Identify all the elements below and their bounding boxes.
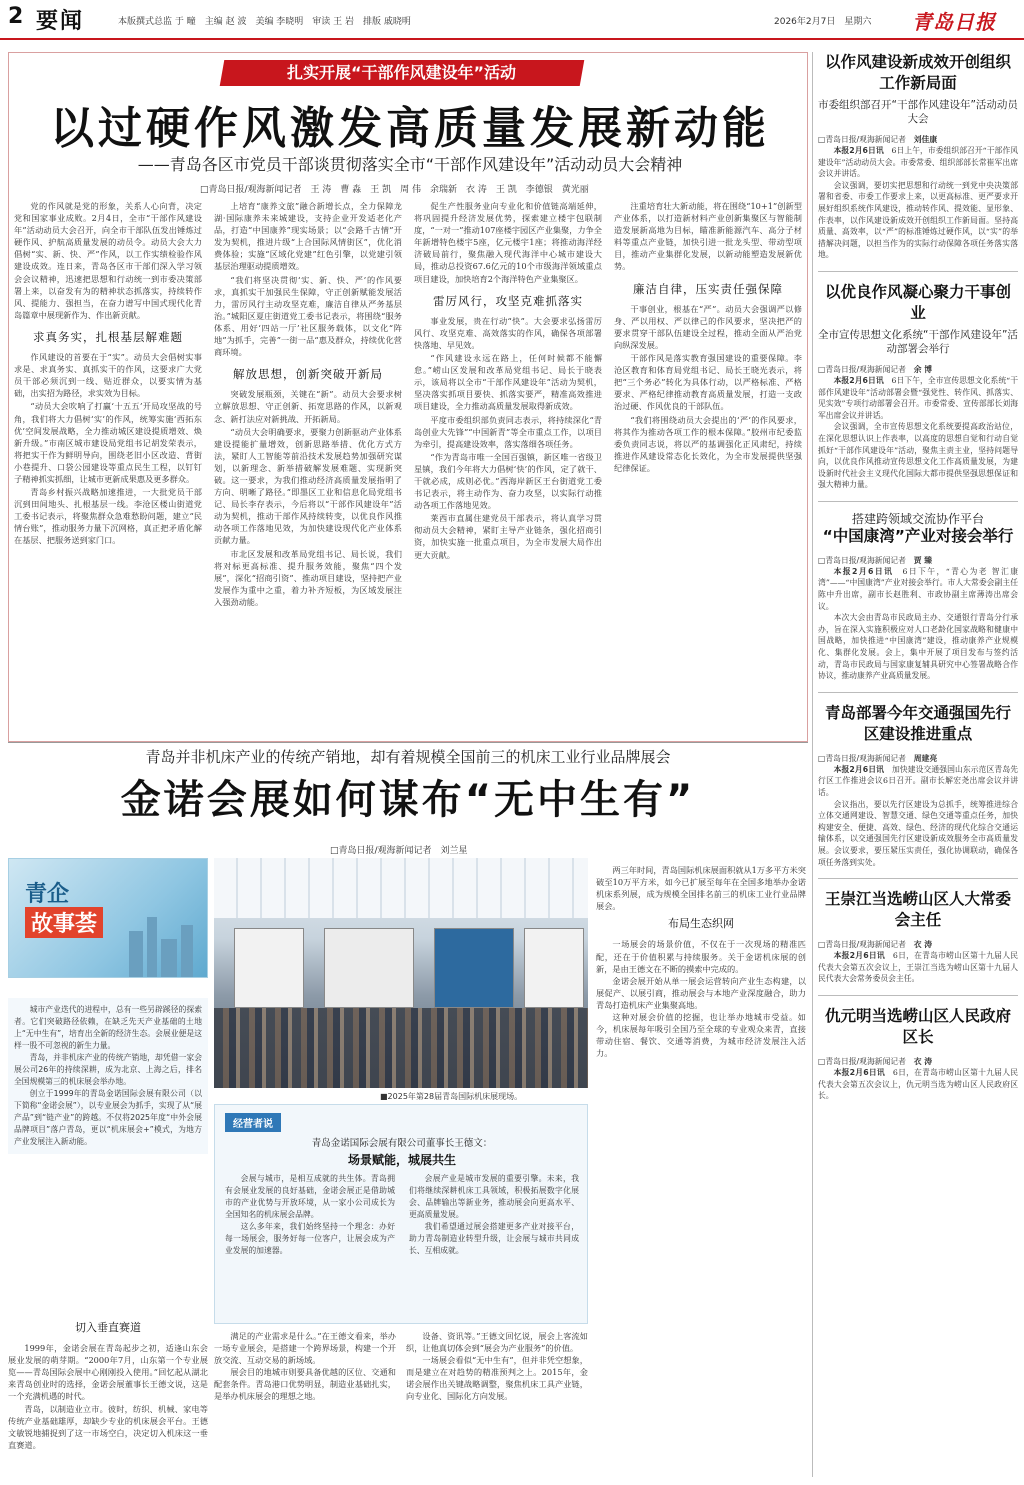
building-graphic [181,925,193,977]
rail-body: 本报2月6日讯 6日下午，“青心为老 智汇康湾”——“中国康湾”产业对接会举行。市人大常委会副主任陈中升出席，副市长赵胜利、市政协副主席薄涛出席会议。 本次大会由青岛市民政局主办、交通银行青岛分行承办，旨在深入实施积极应对人口老龄化国家战略和健康中国战略，加快推进“中国康湾”建设，推动康养产业规模化、集群化发展。会上，集中开展了项目发布与签约活动，青岛市民政局与国家康复辅具研究中心签署战略合作协议，推动康养产业高质量发展。 [818,566,1019,681]
right-rail [818,52,1018,1102]
rail-story-3 [818,512,1018,682]
rail-headline: 以作风建设新成效开创组织工作新局面 [824,53,1011,92]
executive-quote-box [214,1104,588,1324]
quote-box-column-right [409,1173,579,1257]
rail-subheadline: 市委组织部召开“干部作风建设年”活动动员大会 [818,99,1018,125]
quote-box-column-left [225,1173,395,1257]
section-heading: 求真务实，扎根基层解难题 [33,329,183,344]
column-tag-1: 青企 [25,882,70,907]
building-graphic [147,917,157,977]
rail-body: 本报2月6日讯 6日下午，全市宣传思想文化系统“干部作风建设年”活动部署会暨“强党性、转作风、抓落实、见实效”专项行动部署会召开。市委常委、宣传部部长刘海军出席会议并讲话。 会议强调，全市宣传思想文化系统要提高政治站位，在深化思想认识上作表率，以高度的思想自觉和行动自觉抓好“干部作风建设年”活动，聚焦主责主业，坚持问题导向，以优良作风推动宣传思想文化工作高质量发展，为建设新时代社会主义现代化国际大都市提供坚强思想保证和强大精神力量。 [818,375,1019,490]
paragraph: 促生产性服务业向专业化和价值链高端延伸，将巩固提升经济发展优势，探索建立楼宇包联制度，“一对一”推动107座楼宇园区产业集聚，力争全年新增特色楼宇5座，亿元楼宇1座；将推动海洋经济破局前行，聚焦融入现代海洋中心城市建设大局，推动总投资67.6亿元的10个市级海洋领域重点项目建设，加快培育2个海洋特色产业集聚区。 [414,201,602,284]
section-name: 要闻 [36,9,85,34]
rail-body: 本报2月6日讯 加快建设交通强国山东示范区青岛先行区工作推进会议6日召开。副市长解宏尧出席会议并讲话。 会议指出，要以先行区建设为总抓手，统筹推进综合立体交通网建设、智慧交通、绿色交通等重点任务，加快构建安全、便捷、高效、绿色、经济的现代化综合交通运输体系，以交通强国先行区建设新成效服务全市高质量发展。会议要求，要压紧压实责任，强化协调联动，确保各项任务落到实处。 [818,764,1019,867]
paragraph: 我们希望通过展会搭建更多产业对接平台，助力青岛制造业转型升级，让会展与城市共同成长、互相成就。 [409,1222,579,1255]
issue-date: 2026年2月7日 星期六 [774,17,872,27]
paragraph: “作为青岛市唯一全国百强镇，新区唯一省级卫星镇，我们今年将大力倡树‘快’的作风，定了就干、干就必成，成则必优。”西海岸新区王台街道党工委书记表示，将主动作为、奋力攻坚，以实际行动推动各项工作落地见效。 [414,451,602,511]
paragraph: 1999年，金诺会展在青岛起步之初，适逢山东会展业发展的萌芽期。“2000年7月，山东第一个专业展览——青岛国际会展中心刚刚投入使用。”回忆起从湖北来青岛创业时的选择，金诺会展董事长王德文说，这是一个充满机遇的时代。 [8,1343,208,1402]
rail-byline: □青岛日报/观海新闻记者 衣 涛 [818,940,933,950]
story2-column-2 [214,1330,396,1476]
rail-headline: 仇元明当选崂山区人民政府区长 [824,1006,1011,1046]
paragraph: 会展产业是城市发展的重要引擎。未来，我们将继续深耕机床工具领域，积极拓展数字化展会、品牌输出等新业务，推动展会向更高水平、更高质量发展。 [409,1174,579,1219]
exhibition-photo [214,858,588,1088]
paragraph: 两三年时间，青岛国际机床展面积就从1万多平方米突破至10万平方米，如今已扩展至每年在全国多地举办金诺机床系列展，成为规模全国排名前三的机床工业行业品牌展会。 [596,865,806,912]
photo-caption: ■2025年第28届青岛国际机床展现场。 [380,1092,523,1101]
story-separator [8,742,808,743]
newspaper-logo: 青岛日报 [912,10,996,34]
paragraph: 干部作风是落实教育强国建设的重要保障。李沧区教育和体育局党组书记、局长王晓光表示，将把“三个务必”转化为具体行动，以严格标准、严格要求、严格纪律推动教育高质量发展，打造一支政治过硬、作风优良的干部队伍。 [614,353,802,412]
photo-machine [324,928,414,1008]
paragraph: 青岛，并非机床产业的传统产销地，却凭借一家会展公司26年的持续深耕，成为北京、上海之后，排名全国规模第三的机床展会举办地。 [14,1053,202,1086]
paragraph: 满足的产业需求是什么。”在王德文看来，举办一场专业展会，是搭建一个跨界场景，构建一个开放交流、互动交易的新场域。 [214,1331,396,1366]
paragraph: “我们将坚决贯彻‘实、新、快、严’的作风要求，真抓实干加强民生保障，守正创新赋能发展活力，雷厉风行主动攻坚克难，廉洁自律从严务基层治。”城阳区夏庄街道党工委书记表示，将围绕“服务体系、用好‘四站一厅’社区服务载体，以文化“阵地”为抓手，完善”一街一品“惠及群众，持续优化营商环境。 [214,274,402,358]
paragraph: 这么多年来，我们始终坚持一个理念：办好每一场展会，服务好每一位客户，让展会成为产业发展的加速器。 [225,1222,395,1255]
rail-separator [818,878,1018,879]
paragraph: 干事创业，根基在“严”。动员大会强调严以修身、严以用权、严以律己的作风要求，坚决把严的要求贯穿干部队伍建设全过程，推动全面从严治党向纵深发展。 [614,303,802,350]
story2-column-4 [596,864,806,1476]
paragraph: 上培育“康养文旅”融合新增长点，全力保障龙湖·国际康养未来城建设，支持企业开发适老化产品，打造“中国康养”现实场景；以“会路千古情”开发为契机，推进片级“上合国际风情街区”，优化消费体验；实施“区域化党建”红色引擎，以党建引领基层治理驱动提质增效。 [214,201,402,272]
paragraph: 莱西市直属住建党员干部表示，将认真学习贯彻动员大会精神，紧盯主导产业链条，强化招商引资，加快实施一批重点项目，为全市发展大局作出更大贡献。 [414,513,602,560]
paragraph: 市北区发展和改革局党组书记、局长说，我们将对标更高标准、提升服务效能，聚焦“四个发展”，深化“招商引资”、推动项目建设，坚持把产业发展作为重中之重，着力补齐短板，为区域发展注入强劲动能。 [214,548,402,607]
story2-byline: □青岛日报/观海新闻记者 刘兰星 [330,846,468,856]
paragraph: 设备、资讯等。”王德文回忆说，展会上客流如织，让他真切体会到“展会为产业服务”的价值。 [406,1331,588,1354]
rail-story-1 [818,52,1018,261]
paragraph: 创立于1999年的青岛金诺国际会展有限公司（以下简称“金诺会展”），以专业展会为抓手，实现了从“展产品”到“链产业”的跨越。不仅将2025年度“中外会展品牌项目”落户青岛，更以“机床展会+”模式，为地方产业发展注入新动能。 [14,1089,202,1146]
rail-story-5 [818,889,1018,985]
lead-headline: 以过硬作风激发高质量发展新动能 [50,103,770,154]
paragraph: 展会目的地城市则要具备优越的区位、交通和配套条件。青岛港口优势明显，制造业基础扎实，是举办机床展会的理想之地。 [214,1367,396,1402]
story2-intro [8,998,208,1154]
page-number: 2 [8,4,24,29]
section-heading: 雷厉风行，攻坚克难抓落实 [433,293,583,308]
rail-headline: 以优良作风凝心聚力干事创业 [824,282,1011,322]
lead-byline: □青岛日报/观海新闻记者 王 涛 曹 淼 王 凯 周 伟 余瑞新 衣 涛 王 凯 李德银 黄光丽 [200,185,589,195]
lead-banner: 扎实开展“干部作风建设年”活动 [220,60,585,86]
rail-separator [818,995,1018,996]
rail-story-6 [818,1006,1018,1102]
lead-column-3 [414,200,602,735]
photo-machine [234,928,304,1008]
lead-column-2 [214,200,402,735]
rail-headline: “中国康湾”产业对接会举行 [822,526,1014,545]
paragraph: 这种对展会价值的挖掘，也让举办地城市受益。如今，机床展每年吸引全国乃至全球的专业观众来青，直接带动住宿、餐饮、交通等消费，为城市经济发展注入活力。 [596,1012,806,1059]
lead-column-4 [614,200,802,735]
lead-column-1 [14,200,202,735]
rail-byline: □青岛日报/观海新闻记者 衣 涛 [818,1056,933,1066]
paragraph: 一场展会看似“无中生有”，但并非凭空想象，而是建立在对趋势的精准预判之上。2015年，金诺会展作出关键战略调整，聚焦机床工具产业链，向专业化、国际化方向发展。 [406,1355,588,1402]
rail-headline: 王崇江当选崂山区人大常委会主任 [824,890,1011,930]
rail-body: 本报2月6日讯 6日，在青岛市崂山区第十九届人民代表大会第五次会议上，王崇江当选为崂山区第十九届人民代表大会常务委员会主任。 [818,951,1018,984]
quote-box-speaker: 青岛金诺国际会展有限公司董事长王德文： [311,1138,493,1149]
rail-headline: 青岛部署今年交通强国先行区建设推进重点 [824,703,1011,743]
rail-story-4 [818,703,1018,868]
paragraph: 青岛，以制造业立市。彼时，纺织、机械、家电等传统产业基础雄厚，却缺少专业的机床展会平台。王德文敏锐地捕捉到了这一市场空白，决定切入机床这一垂直赛道。 [8,1403,208,1450]
rail-separator [818,692,1018,693]
quote-box-title: 场景赋能，城展共生 [347,1153,456,1167]
column-logo-qiye-gushihui [8,858,208,978]
section-heading: 廉洁自律，压实责任强保障 [633,281,783,296]
column-tag-2: 故事荟 [25,907,103,938]
paragraph: 党的作风就是党的形象，关系人心向背，决定党和国家事业成败。2月4日，全市“干部作风建设年”活动动员大会召开，向全市干部队伍发出锤炼过硬作风、护航高质量发展的动员令。动员大会大力倡树“实、新、快、严”作风，以工作实绩检验作风建设成效。连日来，青岛各区市干部们深入学习领会会议精神，迅速把思想和行动统一到市委决策部署上来，以奋发有为的精神状态抓落实，持续转作风、提能力、强担当，在奋力谱写中国式现代化青岛篇章中展现新作为、作出新贡献。 [14,201,202,320]
rail-byline: □青岛日报/观海新闻记者 贾 臻 [818,555,933,565]
photo-machine [434,928,514,1008]
lead-subheadline: ——青岛各区市党员干部谈贯彻落实全市“干部作风建设年”活动动员大会精神 [137,155,683,174]
rail-byline: □青岛日报/观海新闻记者 余 博 [818,364,933,374]
rail-byline: □青岛日报/观海新闻记者 周建亮 [818,753,938,763]
paragraph: 青岛乡村振兴战略加速推进，一大批党员干部沉到田间地头、扎根基层一线。李沧区楼山街道党工委书记表示，将聚焦群众急难愁盼问题，建立“民情台账”，推动服务力量下沉网格，真正把矛盾化解在基层、把服务送到家门口。 [14,487,202,546]
story2-kicker: 青岛并非机床产业的传统产销地，却有着规模全国前三的机床工业行业品牌展会 [145,748,671,766]
section-heading: 布局生态织网 [668,917,734,931]
rail-byline: □青岛日报/观海新闻记者 刘佳康 [818,135,938,144]
paragraph: 金诺会展开始从单一展会运营转向产业生态构建，以展促产、以展引商，推动展会与本地产业深度融合，助力青岛打造机床产业集聚高地。 [596,975,806,1010]
building-graphic [161,939,177,977]
rail-body: 本报2月6日讯 6日上午，市委组织部召开“干部作风建设年”活动动员大会。市委常委、组织部部长常崔军出席会议并讲话。 会议强调，要切实把思想和行动统一到党中央决策部署和省委、市委工作要求上来，以更高标准、更严要求开展好组织系统作风建设，推动转作风、提效能、显形象、作表率，以作风建设新成效开创组织工作新局面。坚持高质量、高效率，以“严”的标准锤炼过硬作风，以“实”的举措解决问题，以担当作为的实际行动保障各项任务落实落地。 [818,146,1019,260]
rail-kicker: 搭建跨领域交流协作平台 [851,511,984,526]
rail-divider [812,52,813,1477]
paragraph: 平度市委组织部负责同志表示，将持续深化“青岛创业大先锋”“中国新青”等全市重点工作，以项目为牵引，提高建设效率，落实落细各项任务。 [414,414,602,449]
quote-box-tag: 经营者说 [225,1113,281,1132]
paragraph: 注重培育壮大新动能，将在围绕“10+1”创新型产业体系，以打造新材料产业创新集聚区与智能制造发展新高地为目标，瞄准新能源汽车、高分子材料等重点产业链，加快引进一批龙头型、带动型项目，推动产业集群化发展，以新动能塑造发展新优势。 [614,201,802,272]
story2-column-3 [406,1330,588,1476]
story2-headline: 金诺会展如何谋布“无中生有” [120,777,696,823]
paragraph: 作风建设的首要在于“实”。动员大会倡树实事求是、求真务实、真抓实干的作风，这要求广大党员干部必须沉到一线、贴近群众，以要实情为基础，出实招为路径，求实效为目标。 [14,352,202,399]
paragraph: “动员大会吹响了打赢‘十五五’开局攻坚战的号角，我们将大力倡树‘实’的作风，统筹实施‘西拓东优’空间发展战略，全力推动城区建设提质增效、焕新升级。”市南区城市建设局党组书记胡发荣表示，将把实干作为鲜明导向，围绕老旧小区改造、背街小巷提升、口袋公园建设等重点民生工程，以钉钉子精神抓实抓细，让城市更新成果惠及更多群众。 [14,401,202,484]
section-heading: 切入垂直赛道 [75,1321,141,1334]
rail-subheadline: 全市宣传思想文化系统“干部作风建设年”活动部署会举行 [818,328,1018,355]
photo-ceiling [214,858,588,918]
section-heading: 解放思想，创新突破开新局 [233,367,383,382]
photo-crowd [214,1008,588,1088]
paragraph: 会展与城市，是相互成就的共生体。青岛拥有会展业发展的良好基础，金诺会展正是借助城市的产业优势与开放环境，从一家小公司成长为全国知名的机床展会品牌。 [225,1174,395,1219]
story2-column-1 [8,1316,208,1476]
rail-story-2 [818,282,1018,491]
paragraph: 突破发展瓶颈，关键在“新”。动员大会要求树立解放思想、守正创新、拓宽思路的作风，以新观念、新打法应对新挑战、开拓新局。 [214,389,402,424]
paragraph: 事业发展，贵在行动“快”。大会要求弘扬雷厉风行、攻坚克难、高效落实的作风，确保各项部署快落地、早见效。 [414,315,602,350]
paragraph: 一场展会的场景价值，不仅在于一次现场的精准匹配，还在于价值积累与持续服务。关于金诺机床展的创新，是由王德文在不断的摸索中完成的。 [596,939,806,974]
photo-machine [524,928,584,1008]
paragraph: “我们将围绕动员大会提出的‘严’的作风要求，将其作为推动各项工作的根本保障。”胶州市纪委监委负责同志说，将以严的基调强化正风肃纪，持续推进作风建设常态化长效化，为全市发展提供坚强纪律保证。 [614,414,802,473]
paragraph: “作风建设永远在路上，任何时候都不能懈怠。”崂山区发展和改革局党组书记、局长于晓表示，该局将以全市“干部作风建设年”活动为契机，坚决落实抓项目要快、抓落实要严，精准高效推进项目建设，全力推动高质量发展取得新成效。 [414,353,602,412]
rail-separator [818,271,1018,272]
building-graphic [129,931,143,977]
rail-body: 本报2月6日讯 6日，在青岛市崂山区第十九届人民代表大会第五次会议上，仇元明当选为崂山区人民政府区长。 [818,1067,1018,1101]
staff-line: 本版撰式总监 于 疃 主编 赵 波 美编 李晓明 审读 王 岩 排版 戚晓明 [118,17,411,27]
rail-separator [818,501,1018,502]
masthead [0,0,1024,40]
paragraph: “动员大会明确要求，要聚力创新驱动产业体系建设提能扩量增效，创新思路举措、优化方式方法，紧盯人工智能等前沿技术发展趋势加强研究谋划，以新理念、新举措破解发展难题、实现新突破。这一要求，为我们推动经济高质量发展指明了方向、明晰了路径。”即墨区工业和信息化局党组书记、局长李存表示，今后将以“干部作风建设年”活动为契机，推动干部作风持续转变，以优良作风推动各项工作落地见效，为加快建设现代化产业体系贡献力量。 [214,426,402,546]
paragraph: 城市产业迭代的进程中，总有一些另辟蹊径的探索者。它们突破路径依赖，在缺乏先天产业基础的土地上“无中生有”，培育出全新的经济生态。会展业便是这样一股不可忽视的新生力量。 [14,1005,202,1050]
